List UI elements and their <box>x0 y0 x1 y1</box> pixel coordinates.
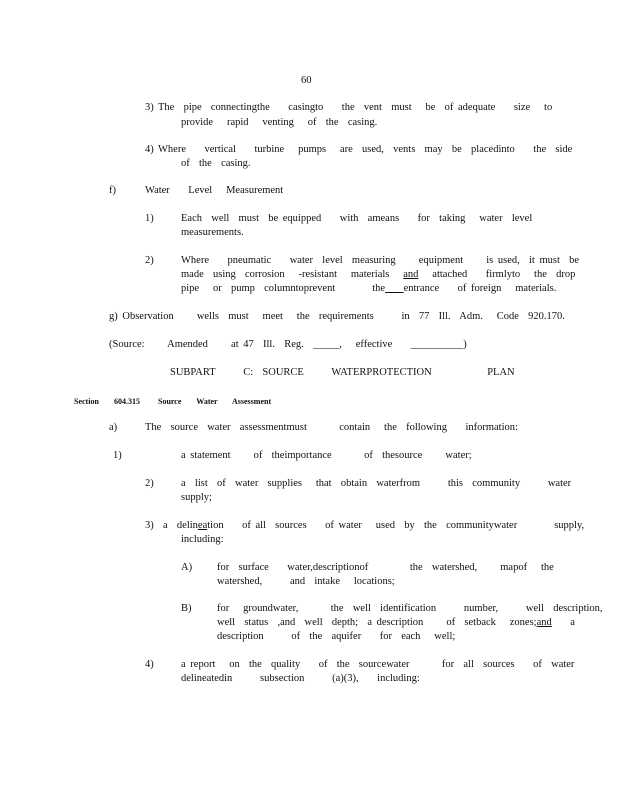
a-item-2-label: 2) <box>145 478 154 489</box>
a-item-3-sub-b-line-2 <box>217 616 575 630</box>
a-item-4-label: 4) <box>145 659 154 670</box>
subsection-a-label: a) <box>109 422 118 433</box>
f-item-1-line-2: measurements. <box>181 227 244 238</box>
a-item-4-line-2: delineatedin subsection (a)(3), including: <box>181 673 420 684</box>
item-4-line-1: Where vertical turbine pumps are used, vents may be placedinto the side <box>158 144 573 155</box>
a-item-3-part-b: tion of all sources of water used by the communitywater supply, <box>207 520 585 531</box>
f-item-2-line-3 <box>181 282 556 296</box>
subsection-g: g) Observation wells must meet the requirements in 77 Ill. Adm. Code 920.170. <box>109 311 565 322</box>
f-item-1-line-1: Each well must be equipped with ameans for taking water level <box>181 213 533 224</box>
item-3-line-2: provide rapid venting of the casing. <box>181 117 378 128</box>
a-item-3-sub-b-line-2-part-b: a <box>551 617 575 628</box>
subsection-f-label: f) <box>109 185 116 196</box>
item-3-label: 3) <box>145 102 154 113</box>
page-number: 60 <box>301 75 312 86</box>
underlined-and-text-2: and <box>536 617 552 628</box>
f-item-2-line-2-part-b: attached firmlyto the drop <box>418 269 576 280</box>
source-note-part-a: (Source: Amended at 47 Ill. Reg. <box>109 339 314 350</box>
a-item-2-line-2: supply; <box>181 492 212 503</box>
f-item-2-line-3-part-b: entrance of foreign materials. <box>403 283 557 294</box>
item-3-line-1: The pipe connectingthe casingto the vent must be of adequate size to <box>158 102 553 113</box>
f-item-2-label: 2) <box>145 255 154 266</box>
a-item-1-text: a statement of theimportance of thesource water; <box>181 450 472 461</box>
item-4-label: 4) <box>145 144 154 155</box>
subsection-a-text: The source water assessmentmust contain the following information: <box>145 422 518 433</box>
f-item-2-line-2-part-a: made using corrosion -resistant materials <box>181 269 404 280</box>
underlined-and-text: and <box>403 269 419 280</box>
f-item-2-line-1: Where pneumatic water level measuring equipment is used, it must be <box>181 255 580 266</box>
a-item-3-sub-a-label: A) <box>181 562 193 573</box>
a-item-2-line-1: a list of water supplies that obtain waterfrom this community water <box>181 478 572 489</box>
section-number: 604.315 <box>114 397 140 406</box>
a-item-3-sub-b-line-3: description of the aquifer for each well; <box>217 631 456 642</box>
item-4-line-2: of the casing. <box>181 158 251 169</box>
source-note-part-c: ) <box>463 339 467 350</box>
a-item-3-underlined: ea <box>197 520 208 531</box>
a-item-3-sub-b-line-2-part-a: well status ,and well depth; a description of setback zones; <box>217 617 537 628</box>
f-item-2-line-3-part-a: pipe or pump columntoprevent the <box>181 283 386 294</box>
source-note-blank-2: __________ <box>410 339 464 350</box>
f-item-2-line-2 <box>181 268 575 282</box>
subpart-heading: SUBPART C: SOURCE WATERPROTECTION PLAN <box>170 367 515 378</box>
subsection-f-title: Water Level Measurement <box>145 185 284 196</box>
source-note-blank-1: _____ <box>313 339 340 350</box>
source-note <box>109 338 467 352</box>
f-item-1-label: 1) <box>145 213 154 224</box>
a-item-3-line-1 <box>145 519 584 533</box>
a-item-1-label: 1) <box>113 450 122 461</box>
a-item-3-sub-b-label: B) <box>181 603 192 614</box>
source-note-part-b: , effective <box>339 339 411 350</box>
section-label: Section <box>74 397 99 406</box>
a-item-3-line-2: including: <box>181 534 224 545</box>
a-item-3-sub-a-line-2: watershed, and intake locations; <box>217 576 395 587</box>
a-item-3-part-a: 3) a delin <box>145 520 198 531</box>
a-item-4-line-1: a report on the quality of the sourcewater for all sources of water <box>181 659 575 670</box>
section-title: Source Water Assessment <box>158 397 272 406</box>
a-item-3-sub-b-line-1: for groundwater, the well identification number, well description, <box>217 603 603 614</box>
a-item-3-sub-a-line-1: for surface water,descriptionof the watershed, mapof the <box>217 562 554 573</box>
underlined-gap <box>385 283 404 294</box>
